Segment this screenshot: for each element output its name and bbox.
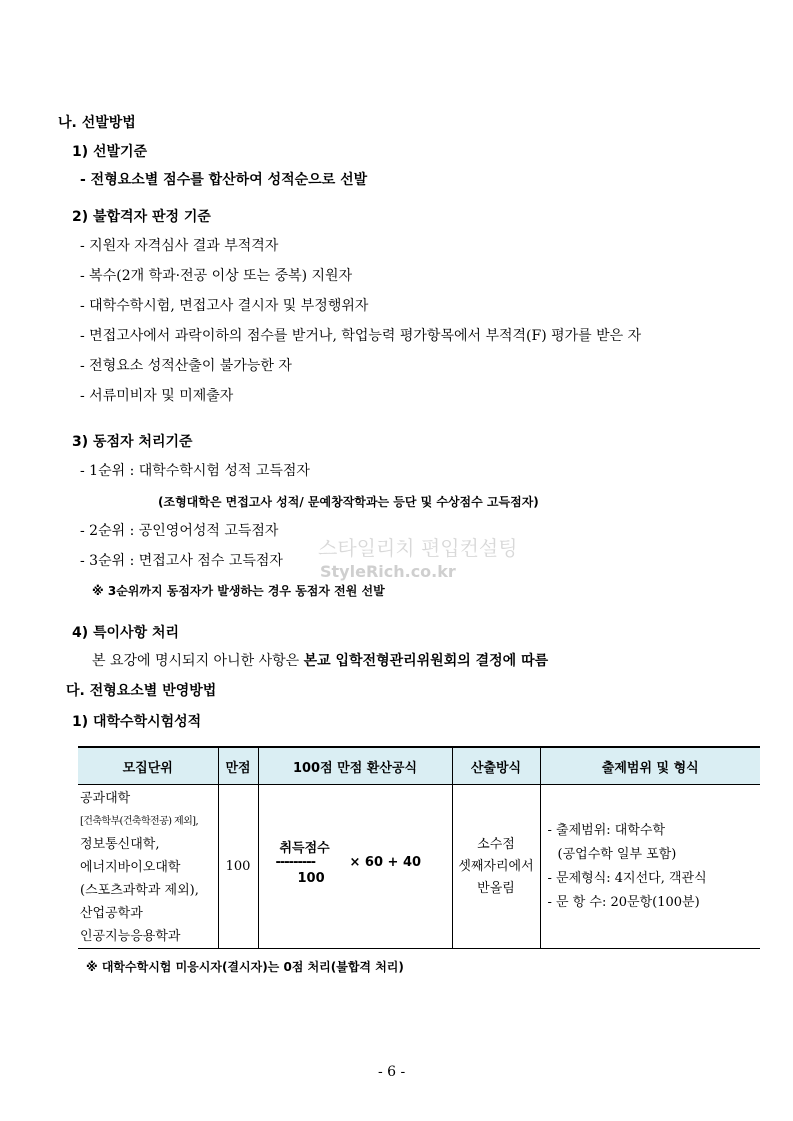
fail-criteria-item: - 대학수학시험, 면접고사 결시자 및 부정행위자 [80, 298, 369, 314]
math-exam-title: 1) 대학수학시험성적 [72, 714, 202, 730]
fail-criteria-item: - 서류미비자 및 미제출자 [80, 388, 234, 404]
unit-line: 공과대학 [80, 791, 131, 806]
tie-rank-2: - 2순위 : 공인영어성적 고득점자 [80, 523, 279, 539]
unit-line: 에너지바이오대학 [80, 860, 181, 875]
special-cases-plain: 본 요강에 명시되지 아니한 사항은 [92, 653, 304, 669]
special-cases-text [92, 652, 548, 670]
max-score-cell: 100 [218, 785, 258, 949]
scope-line: (공업수학 일부 포함) [557, 846, 677, 862]
scope-line: - 문제형식: 4지선다, 객관식 [547, 870, 707, 886]
special-cases-bold: 본교 입학전형관리위원회의 결정에 따름 [303, 653, 549, 669]
watermark-korean: 스타일리치 편입컨설팅 [318, 536, 518, 560]
table-header-row [78, 747, 760, 785]
section-da-title: 다. 전형요소별 반영방법 [66, 683, 217, 699]
selection-criteria-item: - 전형요소별 점수를 합산하여 성적순으로 선발 [80, 172, 368, 188]
formula-cell [258, 785, 452, 949]
scope-line: - 출제범위: 대학수학 [547, 822, 666, 838]
watermark-url: StyleRich.co.kr [320, 562, 456, 581]
formula-numerator: 취득점수 [279, 840, 330, 856]
scope-cell [540, 785, 760, 949]
formula-multiplier: × 60 + 40 [349, 854, 422, 870]
calc-line: 소수점 [477, 836, 515, 852]
header-scope: 출제범위 및 형식 [540, 747, 760, 785]
fail-criteria-item: - 면접고사에서 과락이하의 점수를 받거나, 학업능력 평가항목에서 부적격(F) 평가를 받은 자 [80, 328, 642, 344]
fail-criteria-item: - 지원자 자격심사 결과 부적격자 [80, 238, 279, 254]
header-formula: 100점 만점 환산공식 [258, 747, 452, 785]
fail-criteria-item: - 복수(2개 학과·전공 이상 또는 중복) 지원자 [80, 268, 353, 284]
header-max: 만점 [218, 747, 258, 785]
calc-line: 셋째자리에서 [458, 858, 534, 874]
formula-denominator: 100 [297, 870, 325, 886]
tie-rank-1: - 1순위 : 대학수학시험 성적 고득점자 [80, 463, 310, 479]
unit-line: 인공지능응용학과 [80, 929, 181, 944]
unit-cell [78, 785, 218, 949]
formula-dashes: --------- [275, 854, 316, 870]
unit-line: (스포츠과학과 제외), [80, 883, 199, 898]
math-exam-note: ※ 대학수학시험 미응시자(결시자)는 0점 처리(불합격 처리) [86, 960, 404, 974]
fail-criteria-title: 2) 불합격자 판정 기준 [72, 209, 211, 225]
header-calc: 산출방식 [452, 747, 540, 785]
math-exam-table [78, 746, 760, 949]
tie-note: ※ 3순위까지 동점자가 발생하는 경우 동점자 전원 선발 [92, 584, 385, 598]
tie-rank-3: - 3순위 : 면접고사 점수 고득점자 [80, 553, 283, 569]
fail-criteria-item: - 전형요소 성적산출이 불가능한 자 [80, 358, 292, 374]
unit-line: [건축학부(건축학전공) 제외], [80, 816, 199, 827]
selection-criteria-title: 1) 선발기준 [72, 144, 148, 160]
table-row [78, 785, 760, 949]
conversion-formula [260, 837, 451, 897]
special-cases-title: 4) 특이사항 처리 [72, 625, 180, 641]
calc-line: 반올림 [477, 880, 515, 896]
scope-line: - 문 항 수: 20문항(100분) [547, 894, 700, 910]
tie-criteria-title: 3) 동점자 처리기준 [72, 434, 193, 450]
section-na-title: 나. 선발방법 [58, 115, 136, 131]
unit-line: 정보통신대학, [80, 837, 160, 852]
page-number: - 6 - [378, 1064, 406, 1080]
unit-line: 산업공학과 [80, 906, 143, 921]
calc-cell [452, 785, 540, 949]
tie-rank-1-note: (조형대학은 면접고사 성적/ 문예창작학과는 등단 및 수상점수 고득점자) [158, 495, 539, 509]
header-unit: 모집단위 [78, 747, 218, 785]
